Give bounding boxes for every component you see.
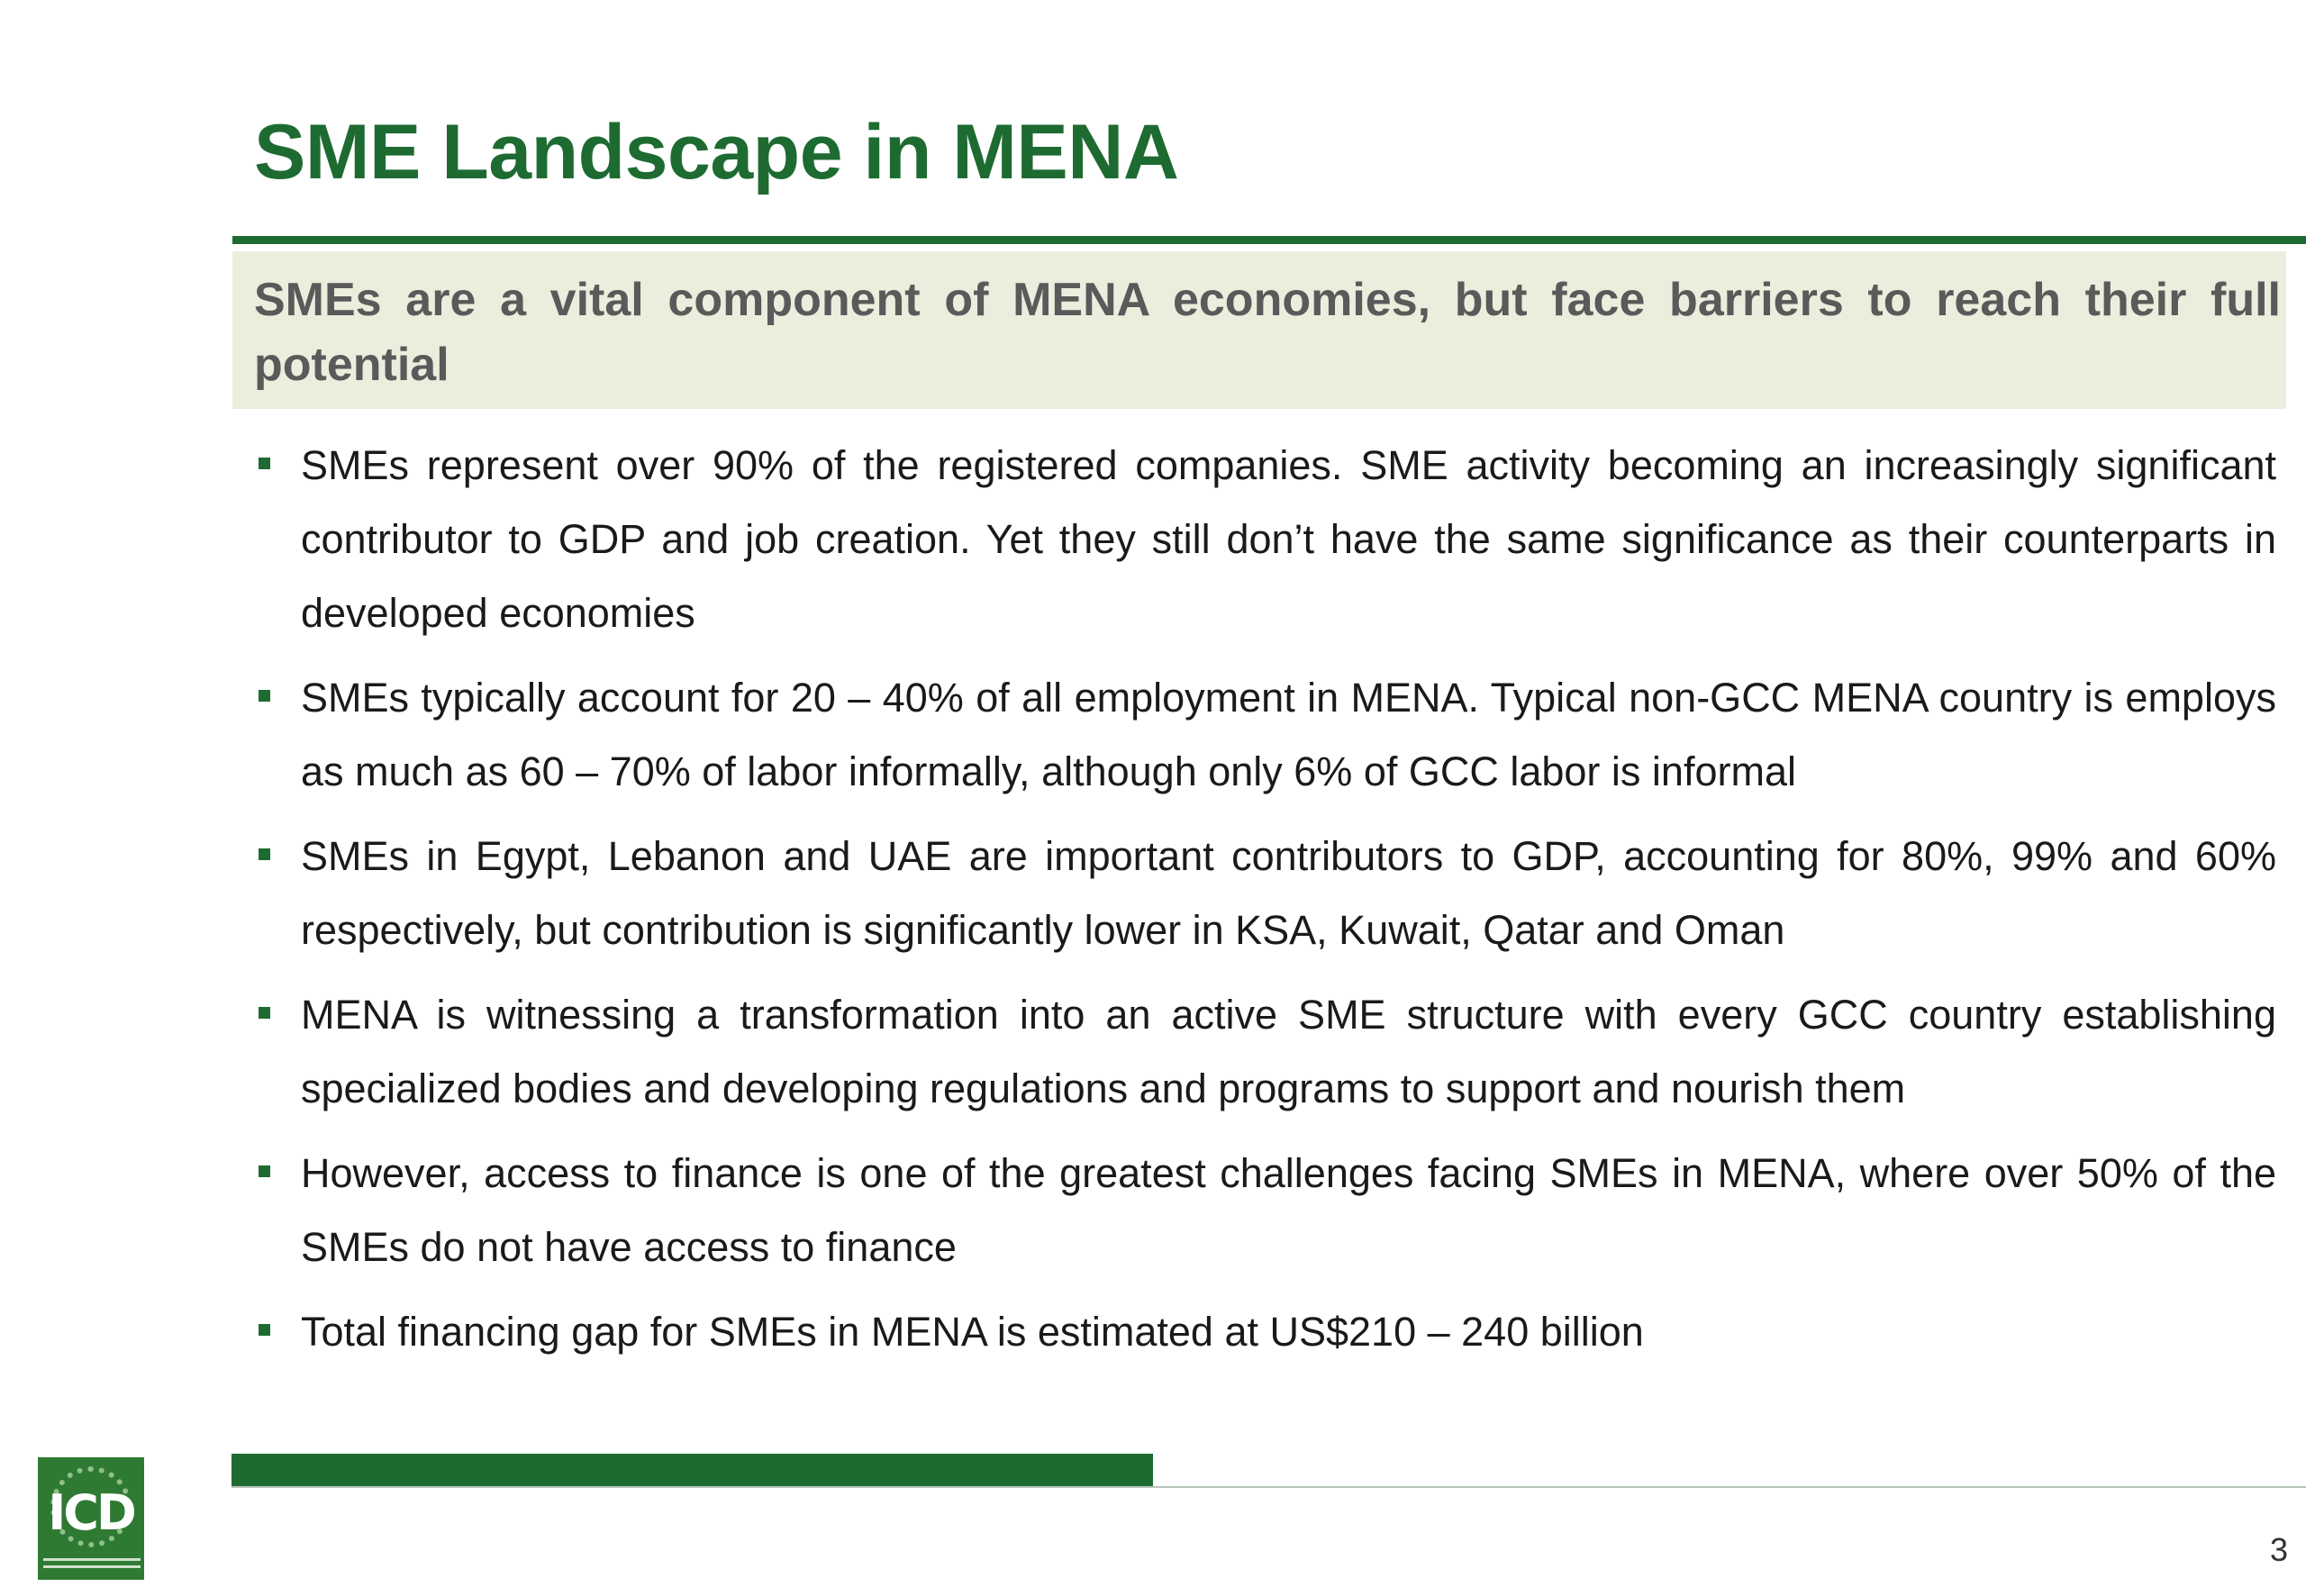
slide-title: SME Landscape in MENA — [254, 109, 1179, 195]
square-bullet-icon — [259, 1165, 270, 1177]
bullet-list — [254, 429, 2276, 1380]
bullet-item — [254, 1295, 2276, 1369]
square-bullet-icon — [259, 690, 270, 702]
bullet-item — [254, 820, 2276, 967]
footer-divider — [232, 1486, 2306, 1488]
subtitle-banner — [232, 251, 2286, 409]
logo-caption-lines — [43, 1558, 141, 1561]
icd-logo — [38, 1457, 144, 1580]
bullet-text: SMEs in Egypt, Lebanon and UAE are important contributors to GDP, accounting for 80%, 99% and 60% respectively, but contribution is significantly lower in KSA, Kuwait, Qatar and Oman — [301, 833, 2276, 953]
square-bullet-icon — [259, 458, 270, 469]
bullet-text: SMEs typically account for 20 – 40% of all employment in MENA. Typical non-GCC MENA country is employs as much as 60 – 70% of labor informally, although only 6% of GCC labor is informal — [301, 675, 2276, 794]
bullet-item — [254, 661, 2276, 809]
bullet-text: However, access to finance is one of the greatest challenges facing SMEs in MENA, where over 50% of the SMEs do not have access to finance — [301, 1150, 2276, 1270]
bullet-item — [254, 1137, 2276, 1284]
logo-mark: ICD — [48, 1484, 134, 1541]
bullet-text: Total financing gap for SMEs in MENA is estimated at US$210 – 240 billion — [301, 1309, 1644, 1355]
slide-subtitle: SMEs are a vital component of MENA economies, but face barriers to reach their full potential — [254, 274, 2281, 391]
page-number: 3 — [2269, 1531, 2288, 1568]
square-bullet-icon — [259, 848, 270, 860]
bullet-item — [254, 429, 2276, 650]
bullet-text: SMEs represent over 90% of the registered companies. SME activity becoming an increasingly significant contributor to GDP and job creation. Yet they still don’t have the same significance as their counterparts in developed economies — [301, 442, 2276, 636]
square-bullet-icon — [259, 1007, 270, 1019]
footer-accent-bar — [232, 1454, 1153, 1488]
bullet-item — [254, 978, 2276, 1126]
title-divider — [232, 236, 2306, 244]
bullet-text: MENA is witnessing a transformation into an active SME structure with every GCC country establishing specialized bodies and developing regulations and programs to support and nourish them — [301, 992, 2276, 1111]
square-bullet-icon — [259, 1324, 270, 1336]
